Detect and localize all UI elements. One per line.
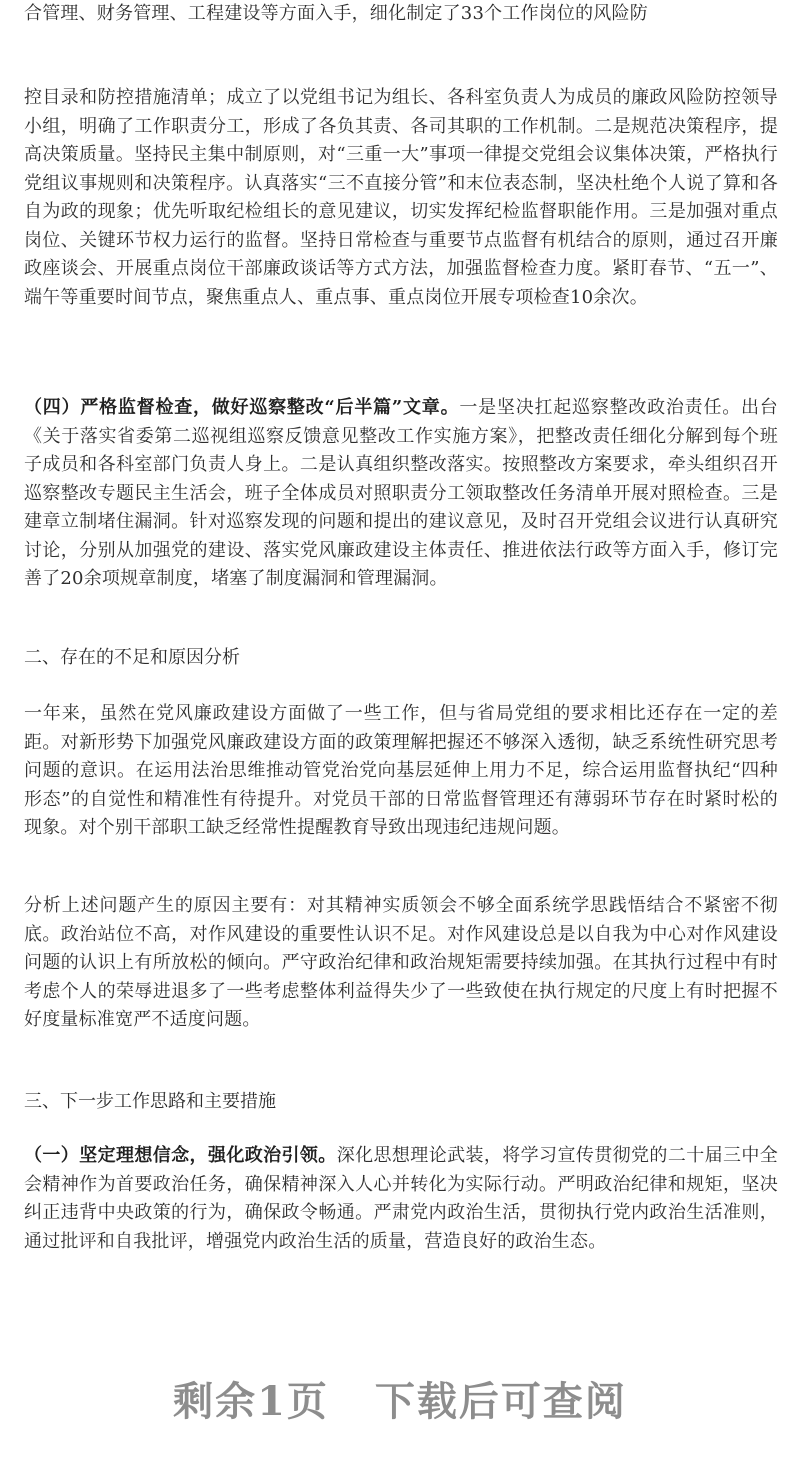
paragraph-lead-heading: （一）坚定理想信念，强化政治引领。: [24, 1145, 337, 1166]
section-heading-shortcomings: 二、存在的不足和原因分析: [24, 647, 240, 668]
download-prompt-banner[interactable]: [0, 1370, 800, 1434]
paragraph-shortcomings: 一年来，虽然在党风廉政建设方面做了一些工作，但与省局党组的要求相比还存在一定的差距。对新形势下加强党风廉政建设方面的政策理解把握还不够深入透彻，缺乏系统性研究思考问题的意识。在运用法治思维推动管党治党向基层延伸上用力不足，综合运用监督执纪“四种形态”的自觉性和精准性有待提升。对党员干部的日常监督管理还有薄弱环节存在时紧时松的现象。对个别干部职工缺乏经常性提醒教育导致出现违纪违规问题。: [24, 703, 778, 838]
paragraph-body: 一是坚决扛起巡察整改政治责任。出台《关于落实省委第二巡视组巡察反馈意见整改工作实施方案》，把整改责任细化分解到每个班子成员和各科室部门负责人身上。二是认真组织整改落实。按照整改方案要求，牵头组织召开巡察整改专题民主生活会，班子全体成员对照职责分工领取整改任务清单开展对照检查。三是建章立制堵住漏洞。针对巡察发现的问题和提出的建议意见，及时召开党组会议进行认真研究讨论，分别从加强党的建设、落实党风廉政建设主体责任、推进依法行政等方面入手，修订完善了20余项规章制度，堵塞了制度漏洞和管理漏洞。: [24, 397, 778, 589]
paragraph-inspection-rectification: [24, 394, 778, 594]
paragraph-cause-analysis: 分析上述问题产生的原因主要有：对其精神实质领会不够全面系统学思践悟结合不紧密不彻底。政治站位不高，对作风建设的重要性认识不足。对作风建设总是以自我为中心对作风建设问题的认识上有所放松的倾向。严守政治纪律和政治规矩需要持续加强。在其执行过程中有时考虑个人的荣辱进退多了一些考虑整体利益得失少了一些致使在执行规定的尺度上有时把握不好度量标准宽严不适度问题。: [24, 895, 778, 1030]
section-heading-next-steps: 三、下一步工作思路和主要措施: [24, 1091, 276, 1112]
remaining-pages-label[interactable]: 剩余1页: [173, 1378, 329, 1425]
paragraph-lead-heading: （四）严格监督检查，做好巡察整改“后半篇”文章。: [24, 397, 460, 418]
continued-paragraph-line: 合管理、财务管理、工程建设等方面入手，细化制定了33个工作岗位的风险防: [24, 3, 648, 24]
paragraph-political-guidance: [24, 1142, 778, 1256]
paragraph-risk-control: 控目录和防控措施清单；成立了以党组书记为组长、各科室负责人为成员的廉政风险防控领导小组，明确了工作职责分工，形成了各负其责、各司其职的工作机制。二是规范决策程序，提高决策质量。坚持民主集中制原则，对“三重一大”事项一律提交党组会议集体决策，严格执行党组议事规则和决策程序。认真落实“三不直接分管”和末位表态制，坚决杜绝个人说了算和各自为政的现象；优先听取纪检组长的意见建议，切实发挥纪检监督职能作用。三是加强对重点岗位、关键环节权力运行的监督。坚持日常检查与重要节点监督有机结合的原则，通过召开廉政座谈会、开展重点岗位干部廉政谈话等方式方法，加强监督检查力度。紧盯春节、“五一”、端午等重要时间节点，聚焦重点人、重点事、重点岗位开展专项检查10余次。: [24, 87, 778, 308]
download-to-view-label[interactable]: 下载后可查阅: [374, 1378, 627, 1425]
paragraph-body: 深化思想理论武装，将学习宣传贯彻党的二十届三中全会精神作为首要政治任务，确保精神深入人心并转化为实际行动。严明政治纪律和规矩，坚决纠正违背中央政策的行为，确保政令畅通。严肃党内政治生活，贯彻执行党内政治生活准则，通过批评和自我批评，增强党内政治生活的质量，营造良好的政治生态。: [24, 1145, 778, 1252]
